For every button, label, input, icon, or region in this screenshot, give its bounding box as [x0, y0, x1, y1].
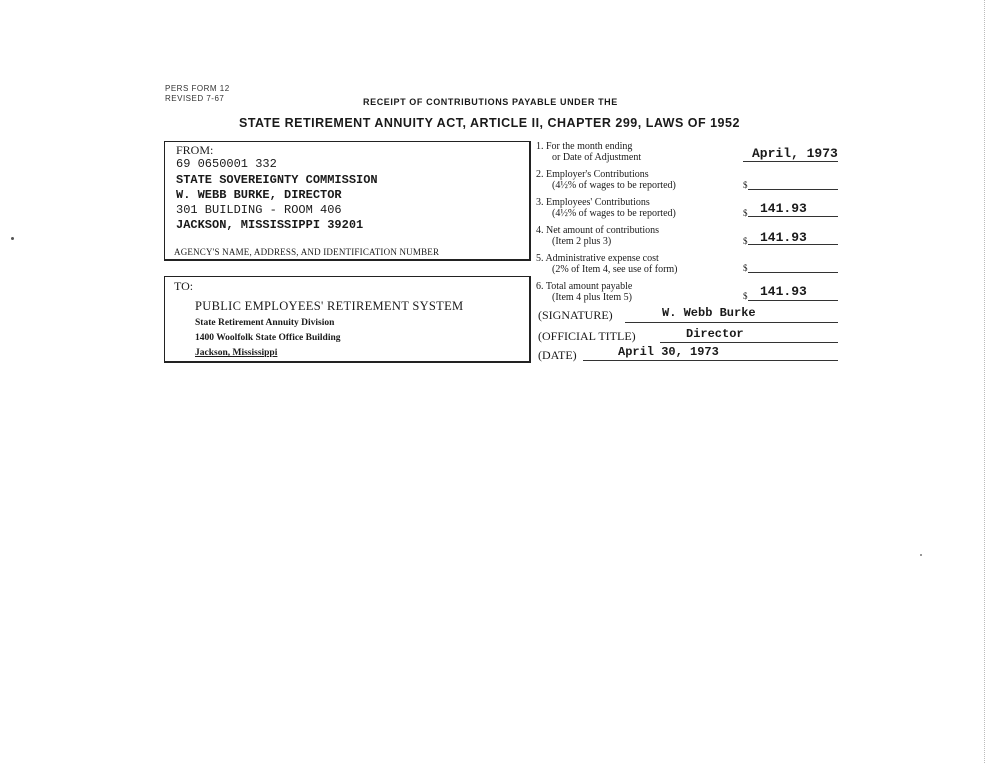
signature-value: W. Webb Burke	[662, 306, 756, 320]
item-3-label: 3. Employees' Contributions	[536, 197, 650, 208]
item-1-label: 1. For the month ending	[536, 141, 633, 152]
agency-address-line2: JACKSON, MISSISSIPPI 39201	[176, 218, 364, 232]
item-5-sublabel: (2% of Item 4, see use of form)	[552, 264, 678, 275]
item-4-sublabel: (Item 2 plus 3)	[552, 236, 612, 247]
agency-footer-label: AGENCY'S NAME, ADDRESS, AND IDENTIFICATION NUMBER	[174, 247, 440, 257]
signature-label: (SIGNATURE)	[538, 308, 613, 322]
item-4-value: 141.93	[760, 230, 807, 245]
agency-director: W. WEBB BURKE, DIRECTOR	[176, 188, 342, 202]
date-label: (DATE)	[538, 348, 577, 362]
recipient-city: Jackson, Mississippi	[195, 348, 278, 358]
form-caption: RECEIPT OF CONTRIBUTIONS PAYABLE UNDER THE	[363, 97, 618, 107]
from-label: FROM:	[176, 143, 214, 157]
item-3-sublabel: (4½% of wages to be reported)	[552, 208, 676, 219]
item-5-dollar: $	[743, 263, 748, 273]
recipient-division: State Retirement Annuity Division	[195, 318, 335, 328]
item-6-label: 6. Total amount payable	[536, 281, 633, 292]
scan-speck	[11, 237, 14, 240]
scan-speck	[920, 554, 922, 556]
item-4-dollar: $	[743, 236, 748, 246]
to-label: TO:	[174, 279, 194, 293]
to-box	[164, 276, 531, 363]
item-2-dollar: $	[743, 180, 748, 190]
form-id: PERS FORM 12	[165, 84, 230, 93]
revision-date: REVISED 7-67	[165, 94, 225, 103]
item-6-sublabel: (Item 4 plus Item 5)	[552, 292, 632, 303]
item-2-label: 2. Employer's Contributions	[536, 169, 649, 180]
agency-address-line1: 301 BUILDING - ROOM 406	[176, 203, 342, 217]
item-3-dollar: $	[743, 208, 748, 218]
agency-id-number: 69 0650001 332	[176, 157, 277, 171]
date-value: April 30, 1973	[618, 345, 719, 359]
recipient-building: 1400 Woolfolk State Office Building	[195, 333, 341, 343]
scan-edge	[984, 0, 986, 763]
official-title-label: (OFFICIAL TITLE)	[538, 329, 636, 343]
item-1-value: April, 1973	[752, 146, 838, 161]
contribution-items	[536, 141, 838, 306]
item-2-sublabel: (4½% of wages to be reported)	[552, 180, 676, 191]
form-title: STATE RETIREMENT ANNUITY ACT, ARTICLE II, CHAPTER 299, LAWS OF 1952	[239, 116, 740, 130]
item-4-label: 4. Net amount of contributions	[536, 225, 660, 236]
from-box	[164, 141, 531, 261]
official-title-value: Director	[686, 327, 744, 341]
item-6-value: 141.93	[760, 284, 807, 299]
item-6-dollar: $	[743, 291, 748, 301]
item-3-value: 141.93	[760, 201, 807, 216]
agency-name: STATE SOVEREIGNTY COMMISSION	[176, 173, 378, 187]
item-5-label: 5. Administrative expense cost	[536, 253, 659, 264]
item-1-sublabel: or Date of Adjustment	[552, 152, 642, 163]
recipient-org: PUBLIC EMPLOYEES' RETIREMENT SYSTEM	[195, 299, 464, 313]
